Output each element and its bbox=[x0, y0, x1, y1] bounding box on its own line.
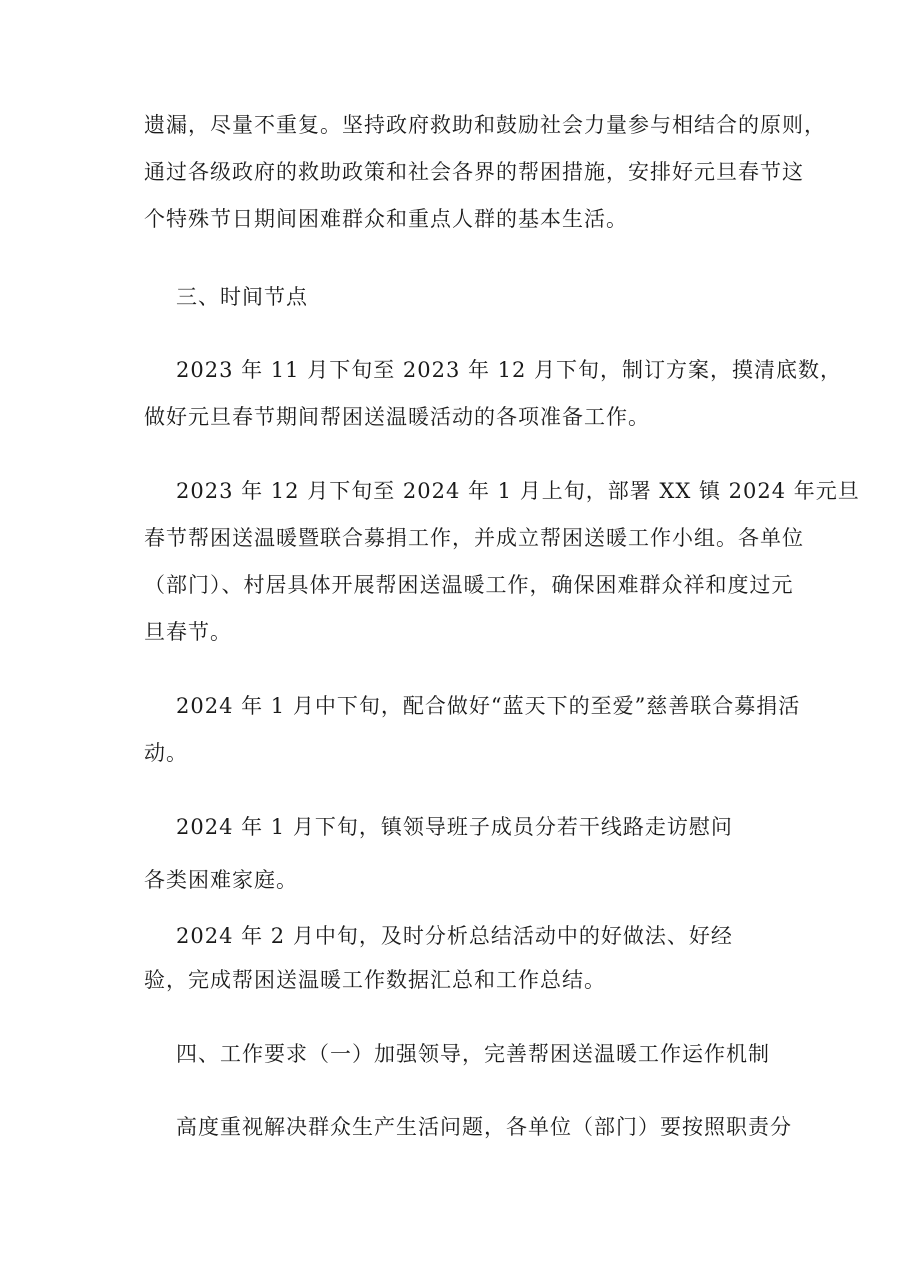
timeline-line: 动。 bbox=[144, 741, 188, 765]
section-heading: 四、工作要求（一）加强领导，完善帮困送温暖工作运作机制 bbox=[176, 1042, 770, 1066]
timeline-line: 2024 年 1 月中下旬，配合做好“蓝天下的至爱”慈善联合募捐活 bbox=[176, 694, 801, 718]
timeline-line: （部门）、村居具体开展帮困送温暖工作，确保困难群众祥和度过元 bbox=[144, 573, 794, 597]
timeline-line: 2024 年 2 月中旬，及时分析总结活动中的好做法、好经 bbox=[176, 924, 733, 948]
timeline-line: 春节帮困送温暖暨联合募捐工作，并成立帮困送暖工作小组。各单位 bbox=[144, 526, 804, 550]
paragraph-line: 通过各级政府的救助政策和社会各界的帮困措施，安排好元旦春节这 bbox=[144, 160, 804, 184]
paragraph-line: 个特殊节日期间困难群众和重点人群的基本生活。 bbox=[144, 207, 628, 231]
paragraph-line: 高度重视解决群众生产生活问题，各单位（部门）要按照职责分 bbox=[176, 1115, 792, 1139]
timeline-line: 各类困难家庭。 bbox=[144, 868, 298, 892]
timeline-line: 验，完成帮困送温暖工作数据汇总和工作总结。 bbox=[144, 968, 606, 992]
timeline-line: 2023 年 12 月下旬至 2024 年 1 月上旬，部署 XX 镇 2024 年元旦 bbox=[176, 479, 860, 503]
section-heading: 三、时间节点 bbox=[176, 285, 308, 309]
timeline-line: 2023 年 11 月下旬至 2023 年 12 月下旬，制订方案，摸清底数， bbox=[176, 358, 843, 382]
paragraph-line: 遗漏，尽量不重复。坚持政府救助和鼓励社会力量参与相结合的原则， bbox=[144, 113, 826, 137]
timeline-line: 旦春节。 bbox=[144, 620, 232, 644]
timeline-line: 做好元旦春节期间帮困送温暖活动的各项准备工作。 bbox=[144, 405, 650, 429]
timeline-line: 2024 年 1 月下旬，镇领导班子成员分若干线路走访慰问 bbox=[176, 815, 733, 839]
